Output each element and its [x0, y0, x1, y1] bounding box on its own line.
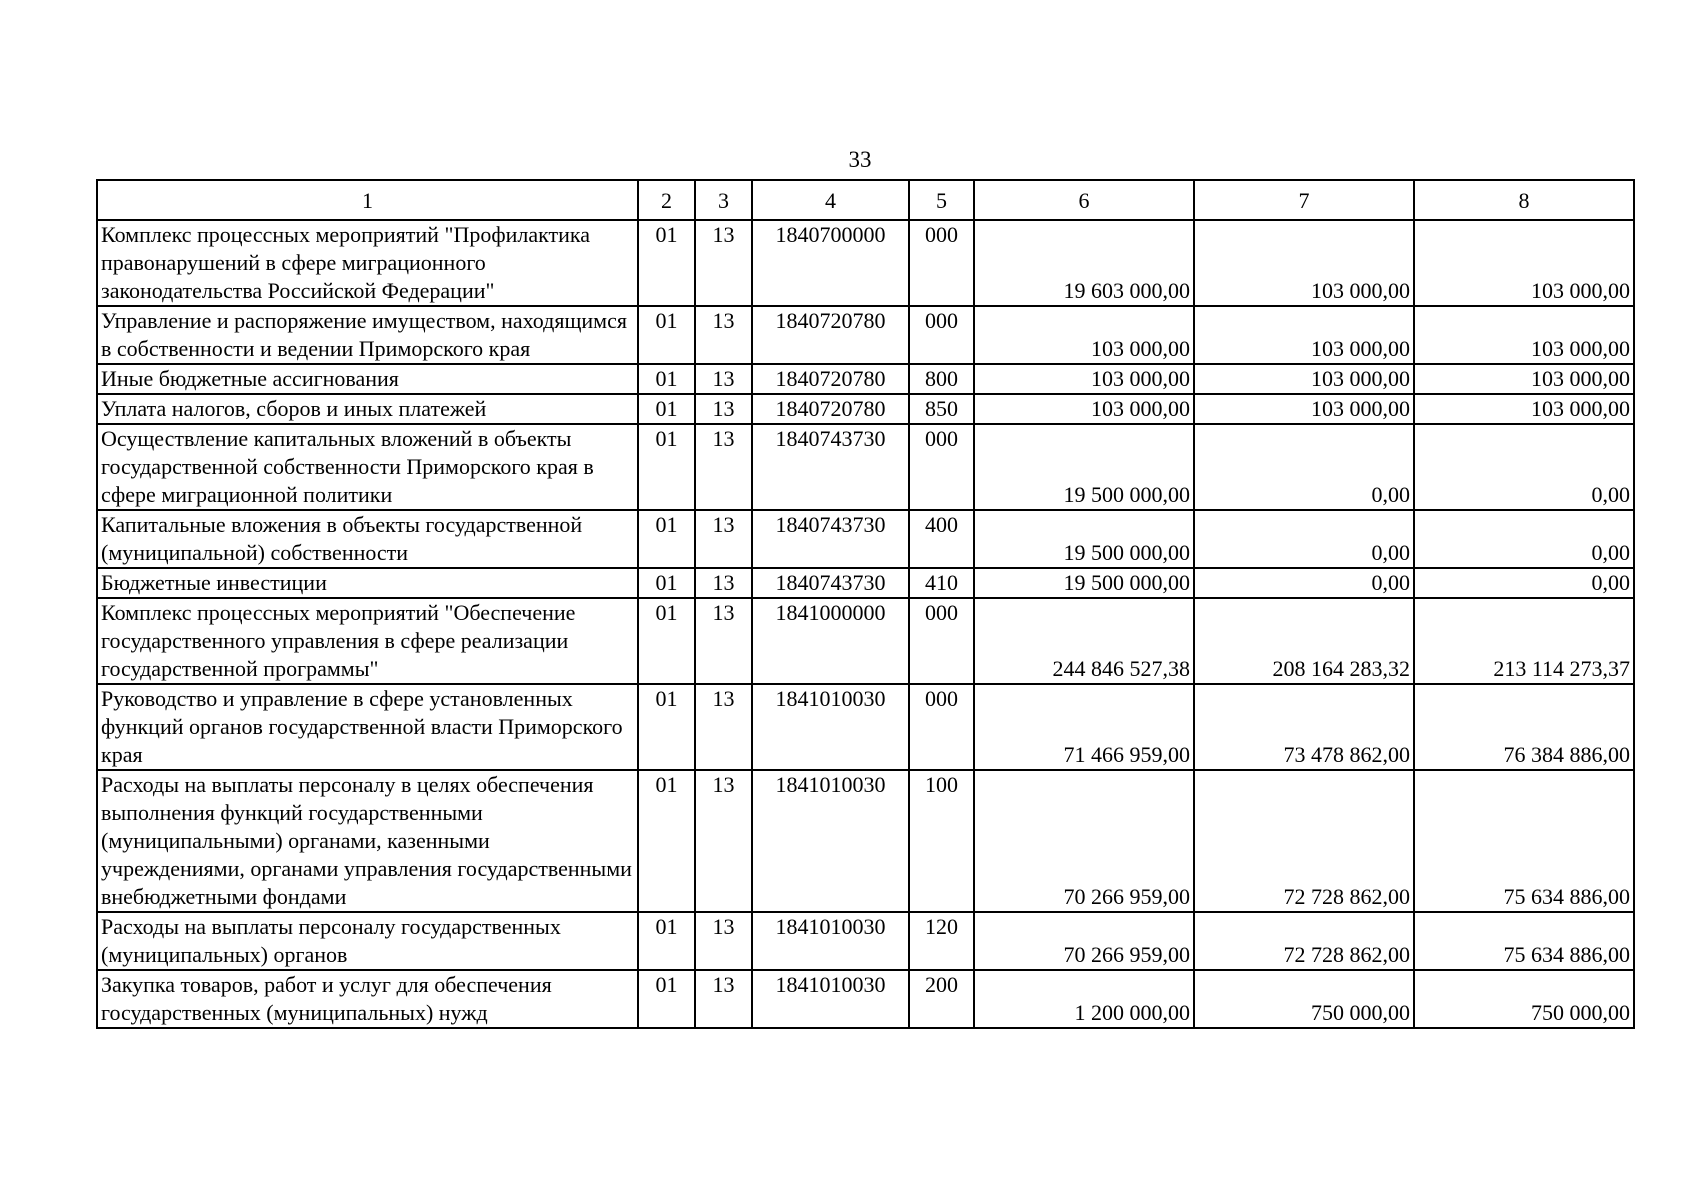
code-subsection: 13	[695, 770, 752, 912]
amount-col7: 750 000,00	[1194, 970, 1414, 1028]
table-row	[97, 568, 1634, 598]
header-cell: 2	[638, 180, 695, 220]
code-subsection: 13	[695, 568, 752, 598]
code-expense-type: 000	[909, 220, 974, 306]
code-section: 01	[638, 912, 695, 970]
row-name: Расходы на выплаты персоналу в целях обеспечения выполнения функций государственными (муниципальными) органами, казенными учреждениями, органами управления государственными внебюджетными фондами	[97, 770, 638, 912]
amount-col6: 1 200 000,00	[974, 970, 1194, 1028]
header-cell: 6	[974, 180, 1194, 220]
header-cell: 7	[1194, 180, 1414, 220]
code-target: 1840743730	[752, 510, 909, 568]
code-target: 1840743730	[752, 568, 909, 598]
code-subsection: 13	[695, 970, 752, 1028]
row-name: Иные бюджетные ассигнования	[97, 364, 638, 394]
code-expense-type: 000	[909, 598, 974, 684]
table-row	[97, 220, 1634, 306]
code-section: 01	[638, 770, 695, 912]
code-target: 1841000000	[752, 598, 909, 684]
code-target: 1840700000	[752, 220, 909, 306]
code-target: 1840720780	[752, 394, 909, 424]
amount-col8: 0,00	[1414, 568, 1634, 598]
row-name: Уплата налогов, сборов и иных платежей	[97, 394, 638, 424]
amount-col6: 19 603 000,00	[974, 220, 1194, 306]
amount-col7: 103 000,00	[1194, 220, 1414, 306]
amount-col8: 103 000,00	[1414, 220, 1634, 306]
header-cell: 1	[97, 180, 638, 220]
code-target: 1840743730	[752, 424, 909, 510]
header-cell: 4	[752, 180, 909, 220]
code-subsection: 13	[695, 684, 752, 770]
amount-col6: 103 000,00	[974, 394, 1194, 424]
code-expense-type: 120	[909, 912, 974, 970]
row-name: Управление и распоряжение имуществом, находящимся в собственности и ведении Приморского края	[97, 306, 638, 364]
code-section: 01	[638, 568, 695, 598]
amount-col8: 0,00	[1414, 510, 1634, 568]
code-subsection: 13	[695, 424, 752, 510]
amount-col6: 19 500 000,00	[974, 510, 1194, 568]
code-section: 01	[638, 424, 695, 510]
code-expense-type: 100	[909, 770, 974, 912]
amount-col6: 70 266 959,00	[974, 912, 1194, 970]
code-subsection: 13	[695, 364, 752, 394]
amount-col7: 72 728 862,00	[1194, 912, 1414, 970]
amount-col7: 72 728 862,00	[1194, 770, 1414, 912]
amount-col6: 19 500 000,00	[974, 424, 1194, 510]
table-row	[97, 424, 1634, 510]
code-expense-type: 000	[909, 424, 974, 510]
table-row	[97, 364, 1634, 394]
header-cell: 5	[909, 180, 974, 220]
code-expense-type: 000	[909, 684, 974, 770]
amount-col8: 76 384 886,00	[1414, 684, 1634, 770]
code-expense-type: 000	[909, 306, 974, 364]
table-row	[97, 770, 1634, 912]
code-section: 01	[638, 684, 695, 770]
code-section: 01	[638, 220, 695, 306]
code-target: 1841010030	[752, 970, 909, 1028]
table-row	[97, 394, 1634, 424]
code-section: 01	[638, 394, 695, 424]
amount-col7: 103 000,00	[1194, 364, 1414, 394]
row-name: Осуществление капитальных вложений в объекты государственной собственности Приморского края в сфере миграционной политики	[97, 424, 638, 510]
row-name: Капитальные вложения в объекты государственной (муниципальной) собственности	[97, 510, 638, 568]
code-subsection: 13	[695, 598, 752, 684]
code-expense-type: 400	[909, 510, 974, 568]
code-subsection: 13	[695, 394, 752, 424]
page-number: 33	[848, 147, 872, 172]
amount-col8: 75 634 886,00	[1414, 912, 1634, 970]
row-name: Закупка товаров, работ и услуг для обеспечения государственных (муниципальных) нужд	[97, 970, 638, 1028]
code-expense-type: 410	[909, 568, 974, 598]
code-section: 01	[638, 598, 695, 684]
amount-col8: 103 000,00	[1414, 306, 1634, 364]
amount-col8: 75 634 886,00	[1414, 770, 1634, 912]
amount-col7: 0,00	[1194, 424, 1414, 510]
code-expense-type: 800	[909, 364, 974, 394]
table-row	[97, 510, 1634, 568]
code-section: 01	[638, 510, 695, 568]
amount-col6: 71 466 959,00	[974, 684, 1194, 770]
header-cell: 8	[1414, 180, 1634, 220]
code-target: 1840720780	[752, 364, 909, 394]
amount-col8: 213 114 273,37	[1414, 598, 1634, 684]
code-target: 1841010030	[752, 770, 909, 912]
table-row	[97, 970, 1634, 1028]
amount-col6: 103 000,00	[974, 364, 1194, 394]
code-subsection: 13	[695, 912, 752, 970]
code-section: 01	[638, 306, 695, 364]
table-row	[97, 684, 1634, 770]
row-name: Комплекс процессных мероприятий "Профилактика правонарушений в сфере миграционного законодательства Российской Федерации"	[97, 220, 638, 306]
amount-col6: 70 266 959,00	[974, 770, 1194, 912]
row-name: Расходы на выплаты персоналу государственных (муниципальных) органов	[97, 912, 638, 970]
amount-col6: 103 000,00	[974, 306, 1194, 364]
code-section: 01	[638, 970, 695, 1028]
amount-col6: 19 500 000,00	[974, 568, 1194, 598]
header-cell: 3	[695, 180, 752, 220]
amount-col7: 0,00	[1194, 510, 1414, 568]
amount-col7: 0,00	[1194, 568, 1414, 598]
code-section: 01	[638, 364, 695, 394]
budget-table	[96, 179, 1635, 1029]
code-target: 1841010030	[752, 912, 909, 970]
amount-col7: 103 000,00	[1194, 306, 1414, 364]
amount-col6: 244 846 527,38	[974, 598, 1194, 684]
code-target: 1840720780	[752, 306, 909, 364]
code-subsection: 13	[695, 306, 752, 364]
code-expense-type: 850	[909, 394, 974, 424]
amount-col8: 0,00	[1414, 424, 1634, 510]
code-target: 1841010030	[752, 684, 909, 770]
row-name: Бюджетные инвестиции	[97, 568, 638, 598]
code-subsection: 13	[695, 220, 752, 306]
amount-col8: 103 000,00	[1414, 394, 1634, 424]
amount-col7: 208 164 283,32	[1194, 598, 1414, 684]
amount-col7: 103 000,00	[1194, 394, 1414, 424]
table-row	[97, 306, 1634, 364]
table-row	[97, 598, 1634, 684]
row-name: Руководство и управление в сфере установленных функций органов государственной власти Приморского края	[97, 684, 638, 770]
code-subsection: 13	[695, 510, 752, 568]
amount-col8: 103 000,00	[1414, 364, 1634, 394]
row-name: Комплекс процессных мероприятий "Обеспечение государственного управления в сфере реализации государственной программы"	[97, 598, 638, 684]
amount-col8: 750 000,00	[1414, 970, 1634, 1028]
table-row	[97, 912, 1634, 970]
amount-col7: 73 478 862,00	[1194, 684, 1414, 770]
code-expense-type: 200	[909, 970, 974, 1028]
header-row	[97, 180, 1634, 220]
